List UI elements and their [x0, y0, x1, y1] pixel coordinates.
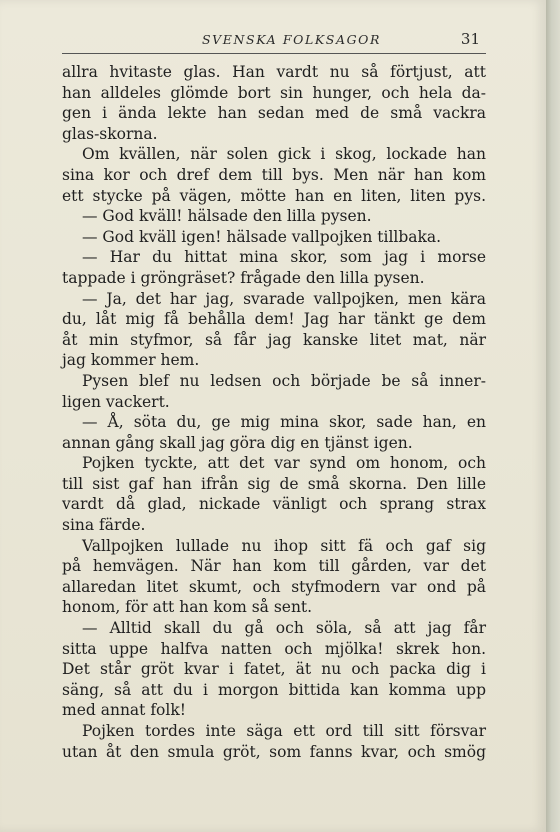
- text-line: allra hvitaste glas. Han vardt nu så förtjust, att: [62, 63, 486, 81]
- text-line: sina färde.: [62, 516, 146, 535]
- text-line: åt min styfmor, så får jag kanske litet mat, när: [62, 330, 486, 349]
- text-line: på hemvägen. När han kom till gården, var det: [62, 557, 486, 576]
- text-line: annan gång skall jag göra dig en tjänst igen.: [62, 433, 413, 452]
- text-line: Det står gröt kvar i fatet, ät nu och packa dig i: [62, 660, 486, 679]
- text-line: gen i ända lekte han sedan med de små vackra: [62, 104, 486, 123]
- text-line: — Ja, det har jag, svarade vallpojken, men kära: [82, 289, 486, 308]
- text-line: ligen vackert.: [62, 392, 170, 411]
- text-line: glas-skorna.: [62, 124, 158, 143]
- text-line: sitta uppe halfva natten och mjölka! skrek hon.: [62, 639, 486, 658]
- text-line: — God kväll igen! hälsade vallpojken tillbaka.: [82, 227, 442, 246]
- text-line: du, låt mig få behålla dem! Jag har tänkt ge dem: [62, 310, 486, 329]
- header-rule: [62, 53, 486, 54]
- text-line: han alldeles glömde bort sin hunger, och hela da-: [62, 83, 486, 102]
- page-number: 31: [460, 30, 480, 48]
- text-line: Pysen blef nu ledsen och började be så inner-: [82, 371, 486, 390]
- text-line: jag kommer hem.: [62, 351, 200, 370]
- text-line: säng, så att du i morgon bittida kan komma upp: [62, 680, 486, 699]
- text-line: till sist gaf han ifrån sig de små skorna. Den lille: [62, 474, 486, 493]
- text-line: — Å, söta du, ge mig mina skor, sade han, en: [82, 413, 486, 432]
- text-line: sina kor och dref dem till bys. Men när han kom: [62, 165, 486, 184]
- text-line: — Alltid skall du gå och söla, så att jag får: [82, 619, 486, 638]
- text-line: — Har du hittat mina skor, som jag i morse: [82, 248, 486, 267]
- text-line: — God kväll! hälsade den lilla pysen.: [82, 207, 372, 226]
- text-line: Om kvällen, när solen gick i skog, lockade han: [82, 145, 486, 164]
- text-line: ett stycke på vägen, mötte han en liten, liten pys.: [62, 186, 486, 205]
- text-line: honom, för att han kom så sent.: [62, 598, 313, 617]
- text-line: tappade i gröngräset? frågade den lilla pysen.: [62, 268, 425, 287]
- text-line: utan åt den smula gröt, som fanns kvar, och smög: [62, 742, 486, 761]
- text-line: vardt då glad, nickade vänligt och sprang strax: [62, 495, 486, 514]
- text-line: Pojken tordes inte säga ett ord till sitt försvar: [82, 722, 486, 740]
- text-line: Vallpojken lullade nu ihop sitt fä och gaf sig: [82, 536, 486, 555]
- running-title: SVENSKA FOLKSAGOR: [202, 32, 382, 47]
- body-text: [62, 62, 486, 762]
- running-head: [62, 30, 486, 52]
- page-edge: [546, 0, 560, 832]
- text-line: allaredan litet skumt, och styfmodern var ond på: [62, 577, 486, 596]
- text-line: Pojken tyckte, att det var synd om honom, och: [82, 454, 486, 473]
- text-line: med annat folk!: [62, 701, 186, 720]
